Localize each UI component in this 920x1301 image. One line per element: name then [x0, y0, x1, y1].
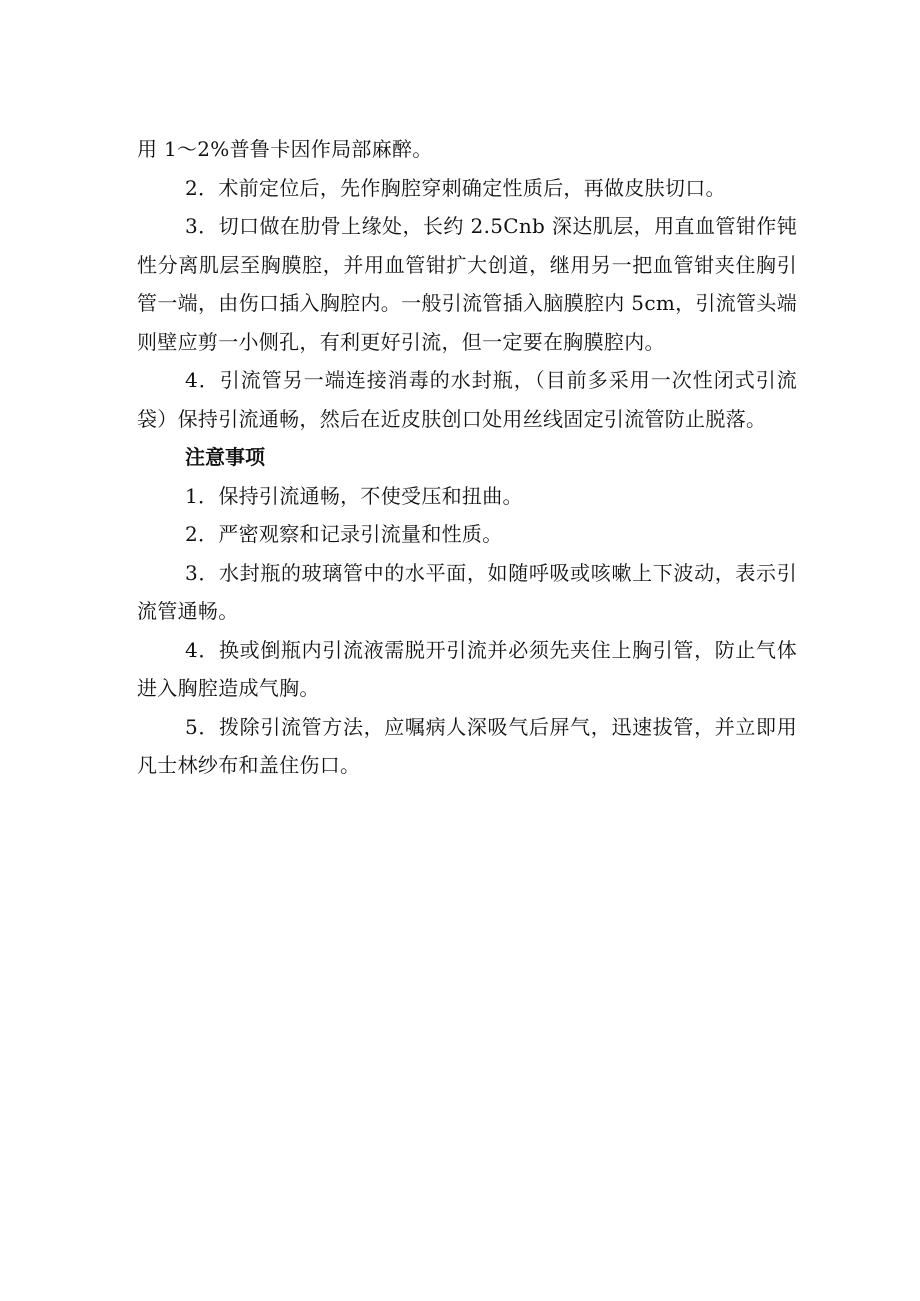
note-item-2: 2．严密观察和记录引流量和性质。 — [185, 522, 503, 546]
note-item-5: 5．拨除引流管方法，应嘱病人深吸气后屏气，迅速拔管，并立即用凡士林纱布和盖住伤口。 — [137, 714, 797, 777]
paragraph-step-3: 3．切口做在肋骨上缘处，长约 2.5Cnb 深达肌层，用直血管钳作钝性分离肌层至胸膜腔，并用血管钳扩大创道，继用另一把血管钳夹住胸引管一端，由伤口插入胸腔内。一般引流管插入脑膜腔内 5cm，引流管头端则壁应剪一小侧孔，有利更好引流，但一定要在胸膜腔内。 — [137, 214, 797, 354]
note-item-1: 1．保持引流通畅，不使受压和扭曲。 — [185, 483, 523, 508]
note-item-4: 4．换或倒瓶内引流液需脱开引流并必须先夹住上胸引管，防止气体进入胸腔造成气胸。 — [137, 637, 797, 700]
document-body — [137, 130, 797, 785]
paragraph-step-2: 2．术前定位后，先作胸腔穿刺确定性质后，再做皮肤切口。 — [185, 175, 726, 200]
paragraph-step-4: 4．引流管另一端连接消毒的水封瓶，（目前多采用一次性闭式引流袋）保持引流通畅，然后在近皮肤创口处用丝线固定引流管防止脱落。 — [137, 368, 797, 431]
section-heading-precautions: 注意事项 — [185, 445, 265, 469]
note-item-3: 3．水封瓶的玻璃管中的水平面，如随呼吸或咳嗽上下波动，表示引流管通畅。 — [137, 560, 797, 623]
paragraph-anesthesia: 用 1～2%普鲁卡因作局部麻醉。 — [137, 137, 433, 161]
